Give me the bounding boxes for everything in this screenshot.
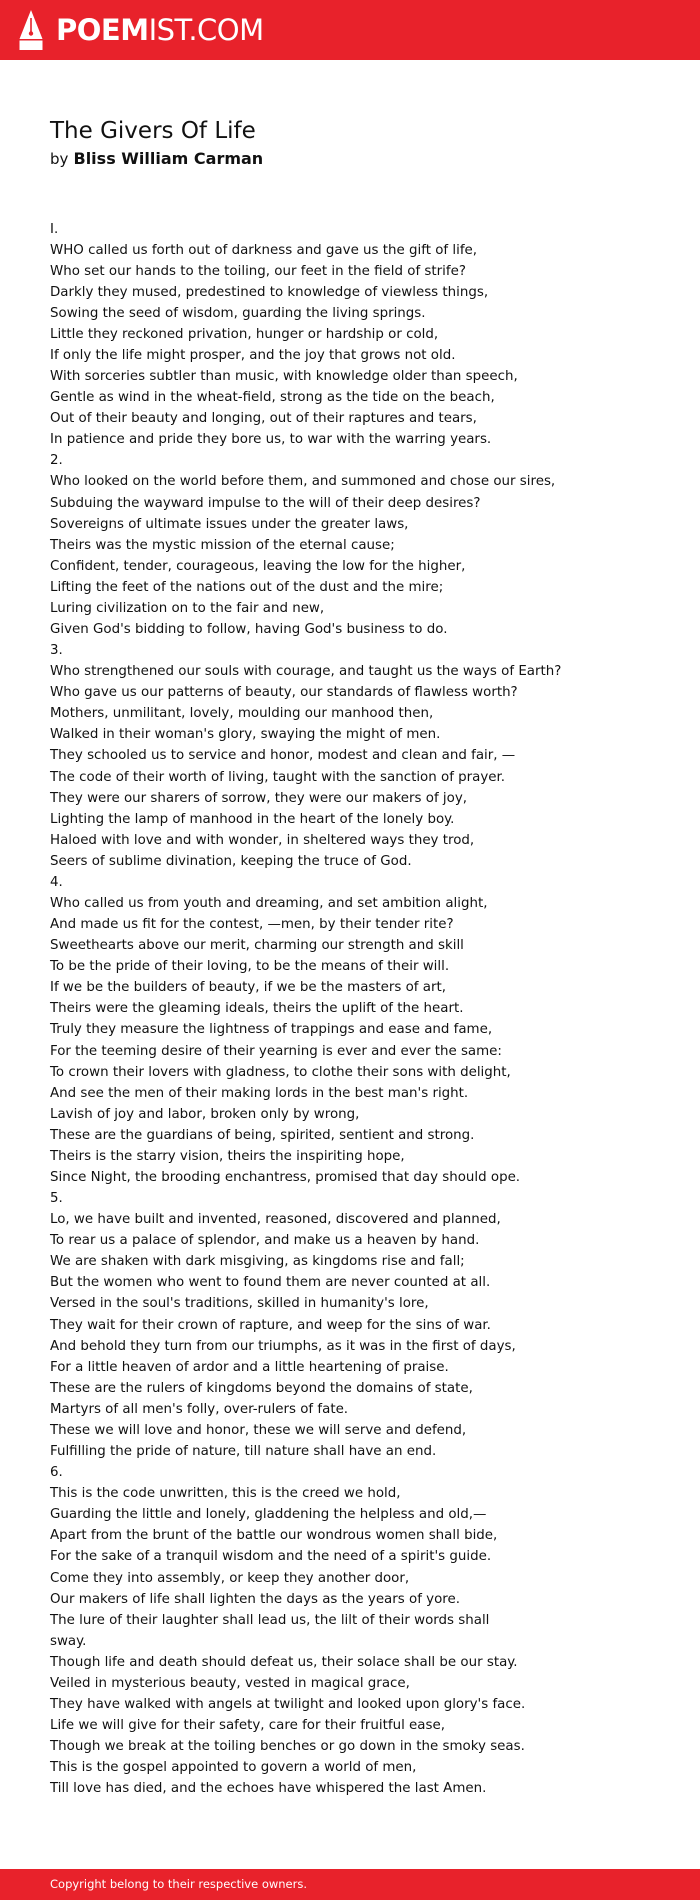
poem-line: But the women who went to found them are never counted at all. — [50, 1275, 491, 1291]
poem-line: Though life and death should defeat us, their solace shall be our stay. — [50, 1654, 518, 1670]
poem-line: Till love has died, and the echoes have whispered the last Amen. — [50, 1781, 487, 1797]
poem-line: Theirs is the starry vision, theirs the inspiriting hope, — [50, 1148, 405, 1164]
poem-line: These are the rulers of kingdoms beyond the domains of state, — [50, 1380, 473, 1396]
poem-line: Theirs were the gleaming ideals, theirs the uplift of the heart. — [50, 1001, 464, 1017]
poem-line: Lavish of joy and labor, broken only by wrong, — [50, 1106, 360, 1122]
site-logo-text — [56, 9, 264, 51]
poem-line: 2. — [50, 453, 63, 469]
poem-line: These are the guardians of being, spirited, sentient and strong. — [50, 1127, 475, 1143]
poem-line: Haloed with love and with wonder, in sheltered ways they trod, — [50, 832, 475, 848]
poem-line: Lifting the feet of the nations out of the dust and the mire; — [50, 579, 444, 595]
poem-line: For the sake of a tranquil wisdom and the need of a spirit's guide. — [50, 1549, 492, 1565]
poem-line: Who set our hands to the toiling, our feet in the field of strife? — [50, 263, 466, 279]
logo-light-part: IST.COM — [148, 13, 264, 47]
poem-line: WHO called us forth out of darkness and gave us the gift of life, — [50, 242, 478, 258]
poem-line: Sweethearts above our merit, charming our strength and skill — [50, 938, 464, 954]
poem-line: Our makers of life shall lighten the days as the years of yore. — [50, 1591, 460, 1607]
poem-line: Apart from the brunt of the battle our wondrous women shall bide, — [50, 1528, 498, 1544]
poem-line: They were our sharers of sorrow, they were our makers of joy, — [50, 790, 468, 806]
poem-line: They have walked with angels at twilight and looked upon glory's face. — [50, 1696, 526, 1712]
poem-line: To crown their lovers with gladness, to clothe their sons with delight, — [50, 1064, 511, 1080]
byline — [50, 148, 263, 170]
poem-line: Who strengthened our souls with courage, and taught us the ways of Earth? — [50, 664, 562, 680]
poem-line: And behold they turn from our triumphs, as it was in the first of days, — [50, 1338, 516, 1354]
poem-line: They schooled us to service and honor, modest and clean and fair, — — [50, 748, 516, 764]
pen-nib-icon — [18, 9, 44, 51]
poem-line: Luring civilization on to the fair and new, — [50, 600, 325, 616]
poem-line: And see the men of their making lords in the best man's right. — [50, 1085, 469, 1101]
poem-line: They wait for their crown of rapture, and weep for the sins of war. — [50, 1317, 491, 1333]
poem-line: Confident, tender, courageous, leaving the low for the higher, — [50, 558, 466, 574]
poem-line: This is the code unwritten, this is the creed we hold, — [50, 1486, 401, 1502]
poem-line: Gentle as wind in the wheat-field, strong as the tide on the beach, — [50, 390, 495, 406]
logo-bold-part: POEM — [56, 13, 149, 47]
poem-line: Though we break at the toiling benches or go down in the smoky seas. — [50, 1739, 525, 1755]
poem-line: Who looked on the world before them, and summoned and chose our sires, — [50, 474, 556, 490]
by-label: by — [50, 150, 69, 168]
poem-line: And made us fit for the contest, —men, by their tender rite? — [50, 917, 454, 933]
poem-line: In patience and pride they bore us, to war with the warring years. — [50, 432, 492, 448]
poem-line: Versed in the soul's traditions, skilled in humanity's lore, — [50, 1296, 429, 1312]
poem-line: To be the pride of their loving, to be the means of their will. — [50, 959, 450, 975]
poem-body — [50, 219, 680, 1800]
poem-line: These we will love and honor, these we will serve and defend, — [50, 1422, 467, 1438]
poem-line: The lure of their laughter shall lead us, the lilt of their words shall — [50, 1612, 490, 1628]
poem-line: Who called us from youth and dreaming, and set ambition alight, — [50, 896, 488, 911]
author-link[interactable]: Bliss William Carman — [73, 149, 264, 168]
poem-line: 5. — [50, 1191, 63, 1207]
poem-line: Fulfilling the pride of nature, till nature shall have an end. — [50, 1444, 437, 1460]
poem-line: Walked in their woman's glory, swaying the might of men. — [50, 727, 441, 743]
poem-line: Lo, we have built and invented, reasoned, discovered and planned, — [50, 1212, 501, 1228]
poem-title: The Givers Of Life — [50, 118, 256, 144]
poem-line: Life we will give for their safety, care for their fruitful ease, — [50, 1718, 445, 1734]
poem-line: With sorceries subtler than music, with knowledge older than speech, — [50, 369, 518, 385]
poem-line: Given God's bidding to follow, having God's business to do. — [50, 621, 448, 637]
poem-line: Lighting the lamp of manhood in the heart of the lonely boy. — [50, 811, 455, 827]
poem-line: Who gave us our patterns of beauty, our standards of flawless worth? — [50, 685, 518, 701]
poem-line: Truly they measure the lightness of trappings and ease and fame, — [50, 1022, 493, 1038]
poem-line: Come they into assembly, or keep they another door, — [50, 1570, 410, 1586]
poem-line: Mothers, unmilitant, lovely, moulding our manhood then, — [50, 706, 434, 722]
poem-line: Martyrs of all men's folly, over-rulers of fate. — [50, 1401, 349, 1417]
poem-line: 4. — [50, 874, 63, 890]
copyright-notice: Copyright belong to their respective owners. — [50, 1877, 308, 1891]
poem-heading — [50, 116, 263, 170]
poem-line: To rear us a palace of splendor, and make us a heaven by hand. — [50, 1233, 480, 1249]
poem-line: Seers of sublime divination, keeping the truce of God. — [50, 853, 412, 869]
poem-line: sway. — [50, 1633, 87, 1649]
poem-line: 6. — [50, 1465, 63, 1481]
site-footer — [0, 1869, 700, 1900]
poem-line: If we be the builders of beauty, if we be the masters of art, — [50, 980, 446, 996]
poem-line: We are shaken with dark misgiving, as kingdoms rise and fall; — [50, 1254, 465, 1270]
poem-line: Darkly they mused, predestined to knowledge of viewless things, — [50, 284, 489, 300]
poem-line: For a little heaven of ardor and a little heartening of praise. — [50, 1359, 449, 1375]
poem-line: Subduing the wayward impulse to the will of their deep desires? — [50, 495, 481, 511]
poem-line: If only the life might prosper, and the joy that grows not old. — [50, 347, 456, 363]
poem-line: Veiled in mysterious beauty, vested in magical grace, — [50, 1675, 410, 1691]
poem-line: Little they reckoned privation, hunger or hardship or cold, — [50, 326, 439, 342]
poem-line: This is the gospel appointed to govern a world of men, — [50, 1760, 417, 1776]
poem-line: The code of their worth of living, taught with the sanction of prayer. — [50, 769, 506, 785]
poem-line: Guarding the little and lonely, gladdening the helpless and old,— — [50, 1507, 487, 1523]
poem-line: Out of their beauty and longing, out of their raptures and tears, — [50, 411, 477, 427]
site-logo-link[interactable] — [18, 9, 264, 51]
poem-line: Since Night, the brooding enchantress, promised that day should ope. — [50, 1170, 521, 1186]
poem-line: I. — [50, 221, 59, 237]
site-header — [0, 0, 700, 60]
poem-line: Sovereigns of ultimate issues under the greater laws, — [50, 516, 409, 532]
poem-line: 3. — [50, 643, 63, 659]
poem-line: For the teeming desire of their yearning is ever and ever the same: — [50, 1043, 502, 1059]
poem-line: Sowing the seed of wisdom, guarding the living springs. — [50, 305, 426, 321]
poem-line: Theirs was the mystic mission of the eternal cause; — [50, 537, 395, 553]
